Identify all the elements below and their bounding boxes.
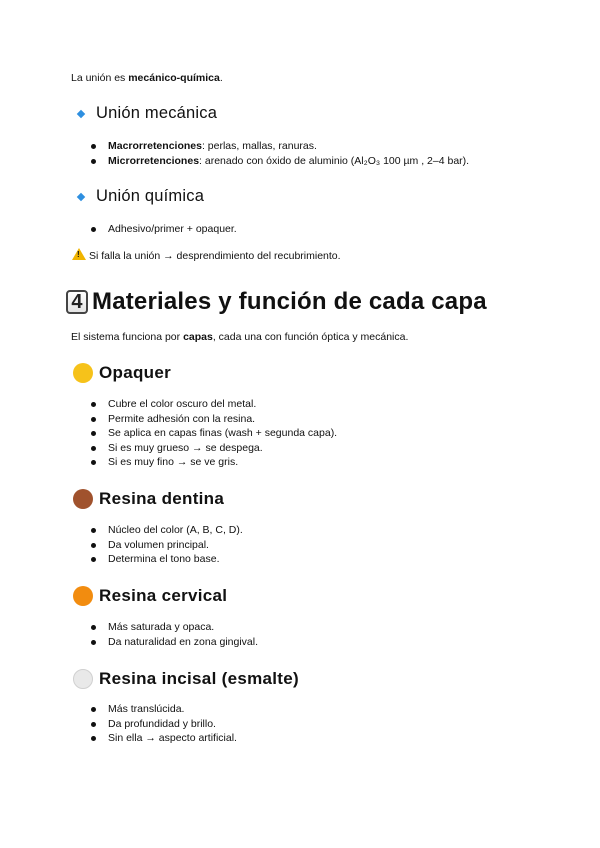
item-bold: Macrorretenciones bbox=[108, 140, 202, 152]
heading-resina-dentina bbox=[73, 489, 224, 509]
item-text: : arenado con óxido de aluminio (Al₂O₃ 100 µm , 2–4 bar). bbox=[199, 154, 470, 167]
keycap-number-icon: 4 bbox=[66, 290, 88, 314]
list-item: Da profundidad y brillo. bbox=[80, 717, 237, 732]
quimica-list bbox=[80, 222, 237, 237]
section-intro-suffix: , cada una con función óptica y mecánica. bbox=[212, 331, 409, 343]
heading-resina-cervical bbox=[73, 586, 227, 606]
heading-text: Unión química bbox=[96, 187, 205, 205]
section-intro bbox=[71, 330, 408, 344]
list-item: Si es muy fino → se ve gris. bbox=[80, 455, 337, 470]
list-item: Si es muy grueso → se despega. bbox=[80, 441, 337, 456]
heading-text: Resina incisal (esmalte) bbox=[99, 669, 299, 688]
dentina-list bbox=[80, 523, 243, 567]
intro-text: La unión es bbox=[71, 72, 129, 84]
intro-suffix: . bbox=[219, 72, 223, 84]
heading-text: Unión mecánica bbox=[96, 104, 218, 122]
list-item: Más saturada y opaca. bbox=[80, 620, 258, 635]
list-item: Da volumen principal. bbox=[80, 538, 243, 553]
heading-union-quimica bbox=[72, 187, 204, 206]
heading-text: Resina dentina bbox=[99, 489, 225, 508]
section-intro-bold: capas bbox=[183, 331, 213, 343]
blue-diamond-icon bbox=[77, 192, 85, 200]
incisal-list bbox=[80, 702, 237, 746]
list-item bbox=[80, 139, 469, 154]
list-item: Se aplica en capas finas (wash + segunda capa). bbox=[80, 426, 337, 441]
list-item: Núcleo del color (A, B, C, D). bbox=[80, 523, 243, 538]
item-text: : perlas, mallas, ranuras. bbox=[201, 140, 317, 152]
item-bold: Microrretenciones bbox=[108, 154, 200, 167]
yellow-circle-icon bbox=[73, 363, 93, 383]
heading-union-mecanica bbox=[72, 104, 217, 123]
section-title: Materiales y función de cada capa bbox=[92, 288, 487, 315]
white-circle-icon bbox=[73, 669, 93, 689]
list-item: Más translúcida. bbox=[80, 702, 237, 717]
blue-diamond-icon bbox=[77, 109, 85, 117]
warning-text: Si falla la unión → desprendimiento del recubrimiento. bbox=[89, 250, 341, 262]
cervical-list bbox=[80, 620, 258, 649]
orange-circle-icon bbox=[73, 586, 93, 606]
section-intro-text: El sistema funciona por bbox=[71, 331, 184, 343]
intro-paragraph bbox=[71, 71, 223, 85]
list-item: Determina el tono base. bbox=[80, 552, 243, 567]
heading-resina-incisal bbox=[73, 669, 299, 689]
intro-bold: mecánico-química bbox=[128, 72, 220, 84]
list-item: Cubre el color oscuro del metal. bbox=[80, 397, 337, 412]
list-item bbox=[80, 154, 469, 169]
list-item: Sin ella → aspecto artificial. bbox=[80, 731, 237, 746]
list-item: Da naturalidad en zona gingival. bbox=[80, 635, 258, 650]
warning-icon: ! bbox=[72, 248, 86, 260]
list-item: Adhesivo/primer + opaquer. bbox=[80, 222, 237, 237]
section-heading bbox=[66, 288, 487, 316]
brown-circle-icon bbox=[73, 489, 93, 509]
list-item: Permite adhesión con la resina. bbox=[80, 412, 337, 427]
mecanica-list bbox=[80, 139, 469, 168]
warning-line bbox=[72, 248, 341, 263]
heading-text: Resina cervical bbox=[99, 586, 228, 605]
opaquer-list bbox=[80, 397, 337, 470]
heading-opaquer bbox=[73, 363, 171, 383]
heading-text: Opaquer bbox=[99, 363, 172, 382]
